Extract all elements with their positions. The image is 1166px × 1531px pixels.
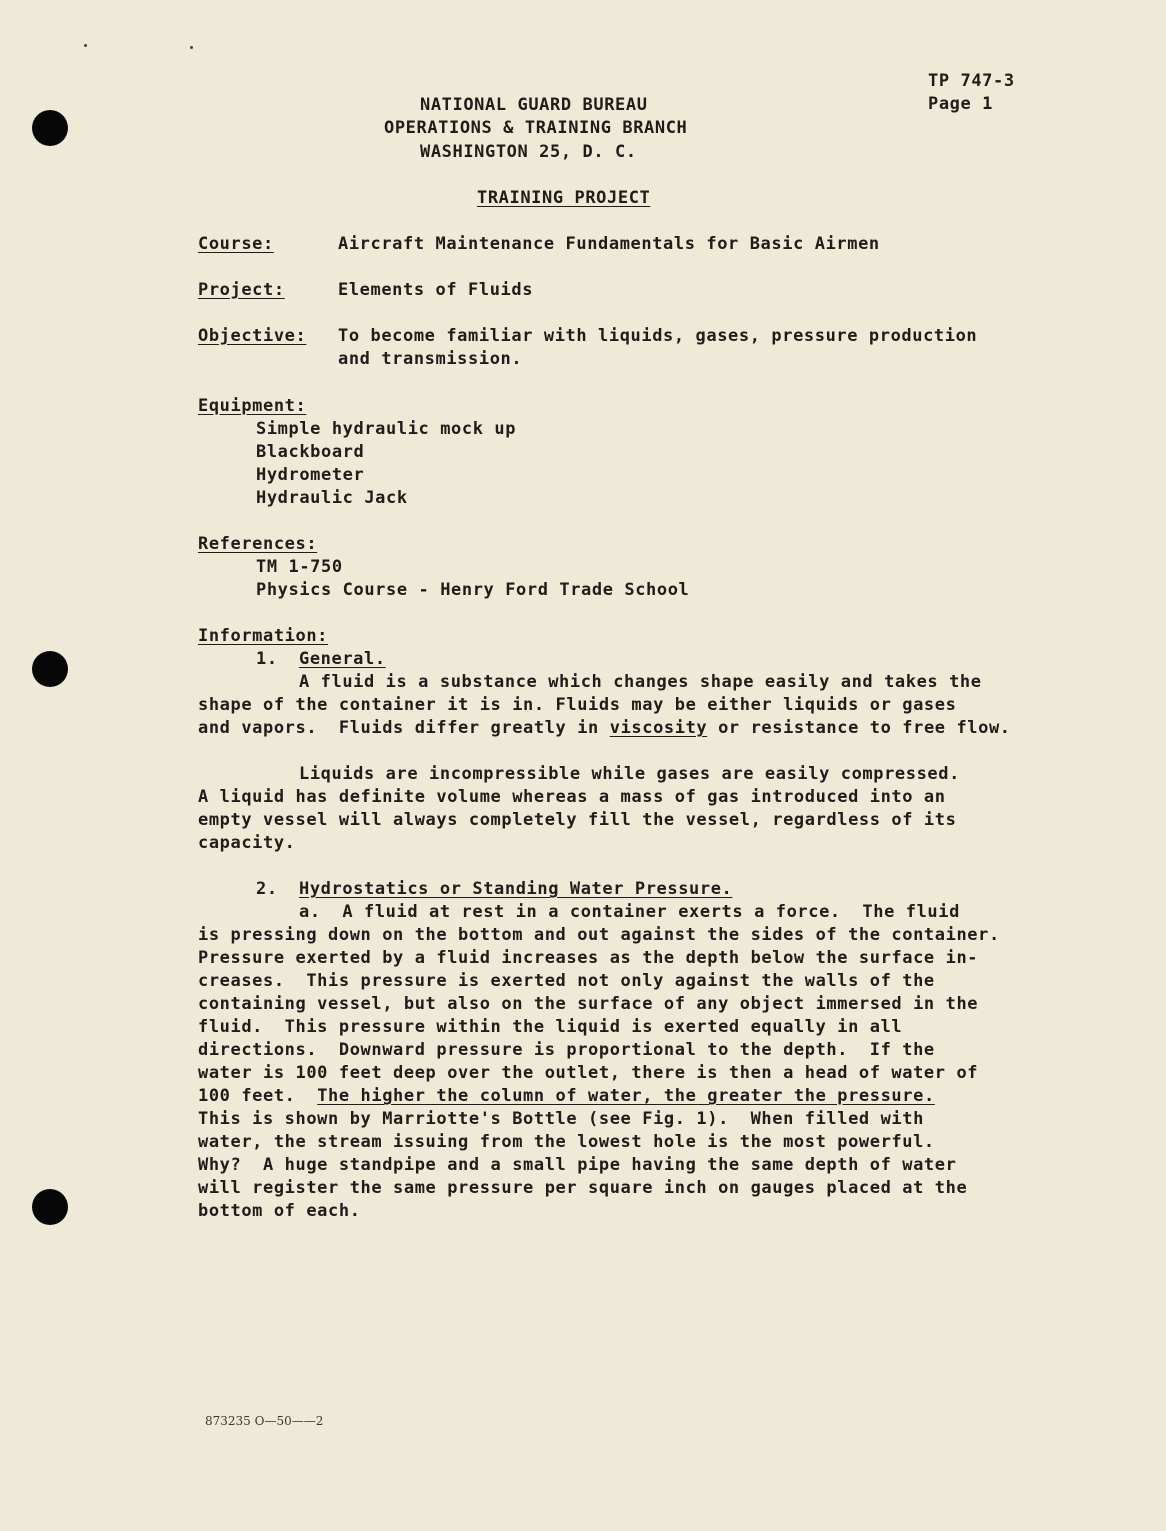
references-label: References: [198,534,318,554]
section-1-heading: General. [299,649,386,669]
paragraph-line: This is shown by Marriotte's Bottle (see Fig. 1). When filled with [198,1109,924,1129]
paragraph-line: A fluid is a substance which changes shape easily and takes the [299,672,982,692]
binder-hole-middle [32,651,68,687]
agency-line-1: NATIONAL GUARD BUREAU [420,95,648,115]
project-value: Elements of Fluids [338,280,534,300]
reference-item: Physics Course - Henry Ford Trade School [256,580,690,600]
paragraph-line: shape of the container it is in. Fluids may be either liquids or gases [198,695,957,715]
viscosity-term: viscosity [609,718,708,738]
paragraph-line: bottom of each. [198,1201,361,1221]
paragraph-text: and vapors. Fluids differ greatly in [198,718,610,738]
paragraph-line: water, the stream issuing from the lowest hole is the most powerful. [198,1132,935,1152]
information-label: Information: [198,626,329,646]
paragraph-line: Pressure exerted by a fluid increases as the depth below the surface in- [198,948,979,968]
paragraph-line: A liquid has definite volume whereas a mass of gas introduced into an [198,787,946,807]
section-2-number: 2. [256,879,278,899]
project-label: Project: [198,280,285,300]
reference-item: TM 1-750 [256,557,343,577]
binder-hole-bottom [32,1189,68,1225]
objective-line-2: and transmission. [338,349,523,369]
section-2-heading: Hydrostatics or Standing Water Pressure. [299,879,733,899]
paragraph-line: will register the same pressure per square inch on gauges placed at the [198,1178,968,1198]
objective-label: Objective: [198,326,307,346]
document-title: TRAINING PROJECT [477,188,651,208]
paragraph-line: empty vessel will always completely fill the vessel, regardless of its [198,810,957,830]
paragraph-text: 100 feet. [198,1086,318,1106]
equipment-item: Hydraulic Jack [256,488,408,508]
binder-hole-top [32,110,68,146]
equipment-item: Blackboard [256,442,365,462]
paragraph-line: capacity. [198,833,296,853]
equipment-label: Equipment: [198,396,307,416]
agency-line-2: OPERATIONS & TRAINING BRANCH [384,118,688,138]
paragraph-line [198,1085,935,1108]
course-label: Course: [198,234,274,254]
paragraph-line: a. A fluid at rest in a container exerts a force. The fluid [299,902,960,922]
paragraph-line: water is 100 feet deep over the outlet, there is then a head of water of [198,1063,979,1083]
paper-speck [190,46,193,49]
emphasized-statement: The higher the column of water, the greater the pressure. [317,1086,935,1106]
agency-line-3: WASHINGTON 25, D. C. [420,142,637,162]
paper-speck [84,44,87,47]
equipment-item: Hydrometer [256,465,365,485]
document-number: TP 747-3 [928,71,1015,91]
paragraph-line: containing vessel, but also on the surface of any object immersed in the [198,994,979,1014]
objective-line-1: To become familiar with liquids, gases, pressure production [338,326,978,346]
page-label: Page 1 [928,94,994,114]
paragraph-line: Why? A huge standpipe and a small pipe having the same depth of water [198,1155,957,1175]
print-code: 873235 O—50——2 [205,1414,324,1428]
paragraph-text: or resistance to free flow. [707,718,1011,738]
paragraph-line: fluid. This pressure within the liquid is exerted equally in all [198,1017,903,1037]
paragraph-line: is pressing down on the bottom and out against the sides of the container. [198,925,1000,945]
paragraph-line: creases. This pressure is exerted not only against the walls of the [198,971,935,991]
paragraph-line: directions. Downward pressure is proportional to the depth. If the [198,1040,935,1060]
section-1-number: 1. [256,649,278,669]
equipment-item: Simple hydraulic mock up [256,419,517,439]
paragraph-line [198,717,1011,740]
course-value: Aircraft Maintenance Fundamentals for Basic Airmen [338,234,880,254]
paragraph-line: Liquids are incompressible while gases are easily compressed. [299,764,960,784]
